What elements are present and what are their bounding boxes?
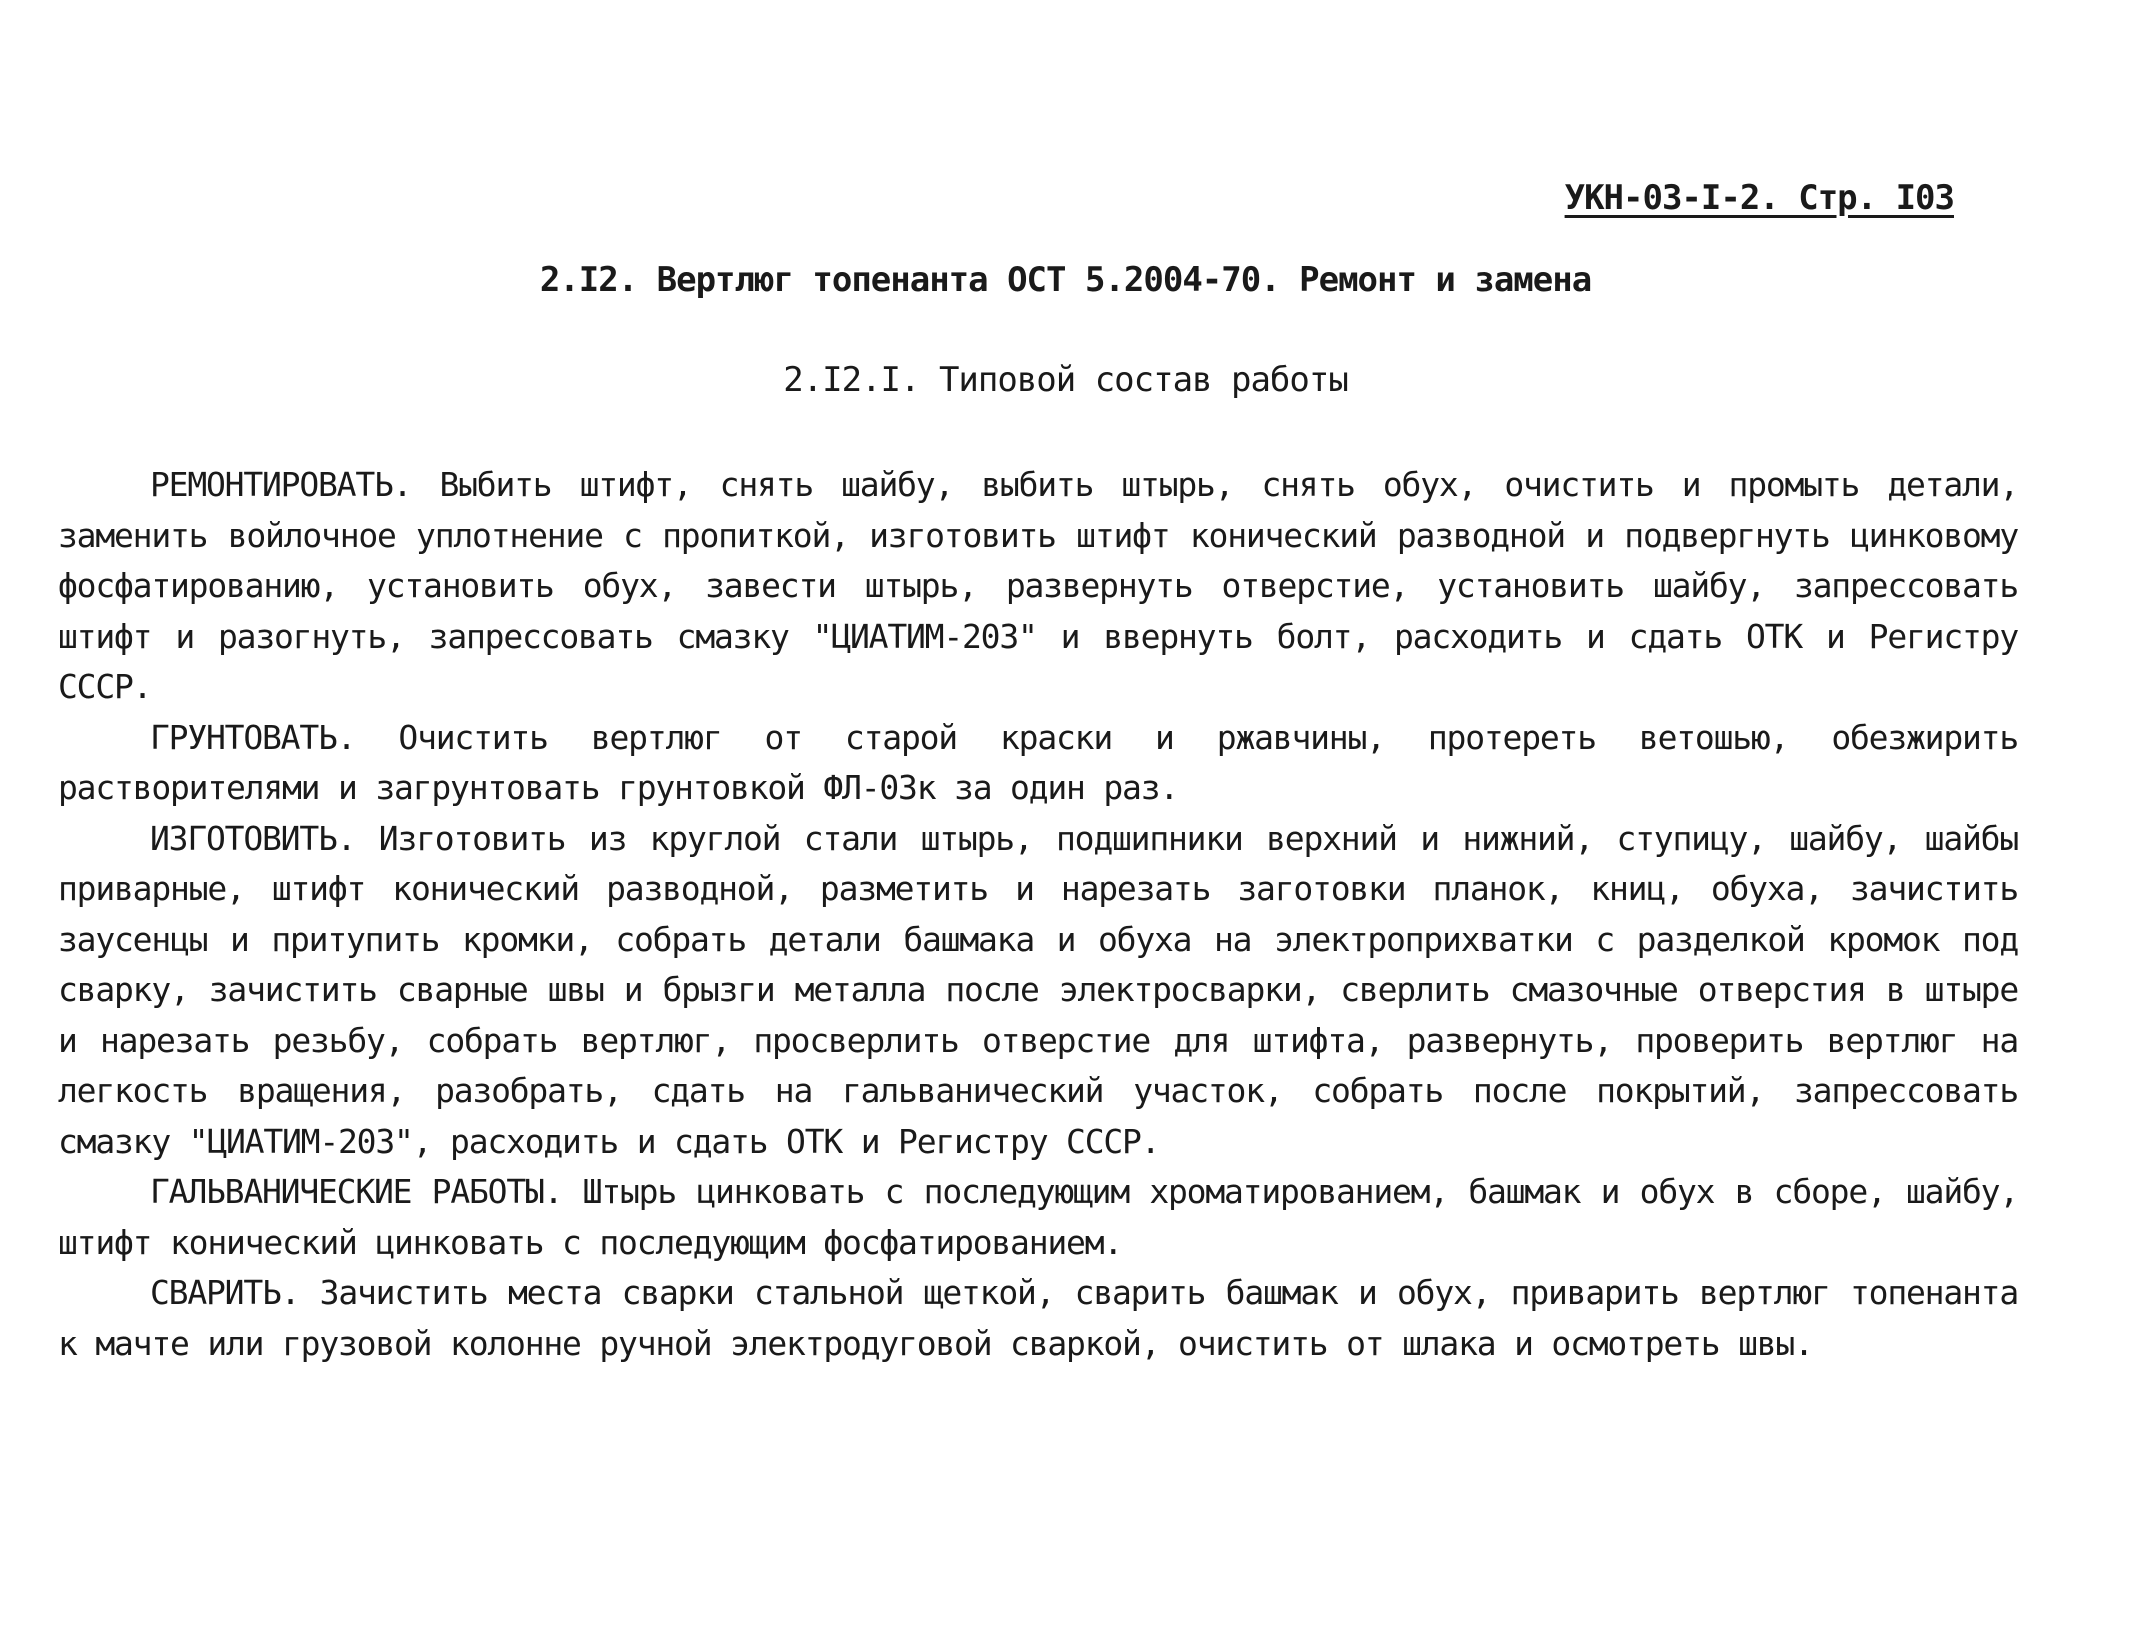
document-code: УКН-03-I-2. Стр. I03 bbox=[1564, 178, 1954, 218]
paragraph-text: Очистить вертлюг от старой краски и ржавчины, протереть ветошью, обезжирить растворителями и загрунтовать грунтовкой ФЛ-03к за один раз. bbox=[58, 717, 2018, 807]
section-title: 2.I2. Вертлюг топенанта ОСТ 5.2004-70. Ремонт и замена bbox=[539, 260, 1592, 300]
paragraph-prime bbox=[58, 713, 2018, 814]
document-body bbox=[58, 460, 2018, 1369]
subsection-title: 2.I2.I. Типовой состав работы bbox=[783, 360, 1348, 400]
paragraph-lead: ГРУНТОВАТЬ. bbox=[150, 717, 356, 757]
paragraph-repair bbox=[58, 460, 2018, 713]
paragraph-text: Изготовить из круглой стали штырь, подшипники верхний и нижний, ступицу, шайбу, шайбы приварные, штифт конический разводной, разметить и нарезать заготовки планок, книц, обуха, зачистить заусенцы и притупить кромки, собрать детали башмака и обуха на электроприхватки с разделкой кромок под сварку, зачистить сварные швы и брызги металла после электросварки, сверлить смазочные отверстия в штыре и нарезать резьбу, собрать вертлюг, просверлить отверстие для штифта, развернуть, проверить вертлюг на легкость вращения, разобрать, сдать на гальванический участок, собрать после покрытий, запрессовать смазку "ЦИАТИМ-203", расходить и сдать ОТК и Регистру СССР. bbox=[58, 818, 2018, 1161]
paragraph-manufacture bbox=[58, 814, 2018, 1168]
paragraph-lead: ГАЛЬВАНИЧЕСКИЕ РАБОТЫ. bbox=[150, 1172, 563, 1211]
paragraph-text: Выбить штифт, снять шайбу, выбить штырь, снять обух, очистить и промыть детали, заменить войлочное уплотнение с пропиткой, изготовить штифт конический разводной и подвергнуть цинковому фосфатированию, установить обух, завести штырь, развернуть отверстие, установить шайбу, запрессовать штифт и разогнуть, запрессовать смазку "ЦИАТИМ-203" и ввернуть болт, расходить и сдать ОТК и Регистру СССР. bbox=[58, 465, 2018, 706]
paragraph-galvanic bbox=[58, 1167, 2018, 1268]
paragraph-text: Зачистить места сварки стальной щеткой, сварить башмак и обух, приварить вертлюг топенанта к мачте или грузовой колонне ручной электродуговой сваркой, очистить от шлака и осмотреть швы. bbox=[58, 1273, 2018, 1363]
paragraph-lead: ИЗГОТОВИТЬ. bbox=[150, 818, 356, 858]
paragraph-weld bbox=[58, 1268, 2018, 1369]
paragraph-lead: РЕМОНТИРОВАТЬ. bbox=[150, 465, 412, 504]
paragraph-lead: СВАРИТЬ. bbox=[150, 1273, 300, 1312]
paragraph-text: Штырь цинковать с последующим хроматированием, башмак и обух в сборе, шайбу, штифт конический цинковать с последующим фосфатированием. bbox=[58, 1172, 2018, 1262]
